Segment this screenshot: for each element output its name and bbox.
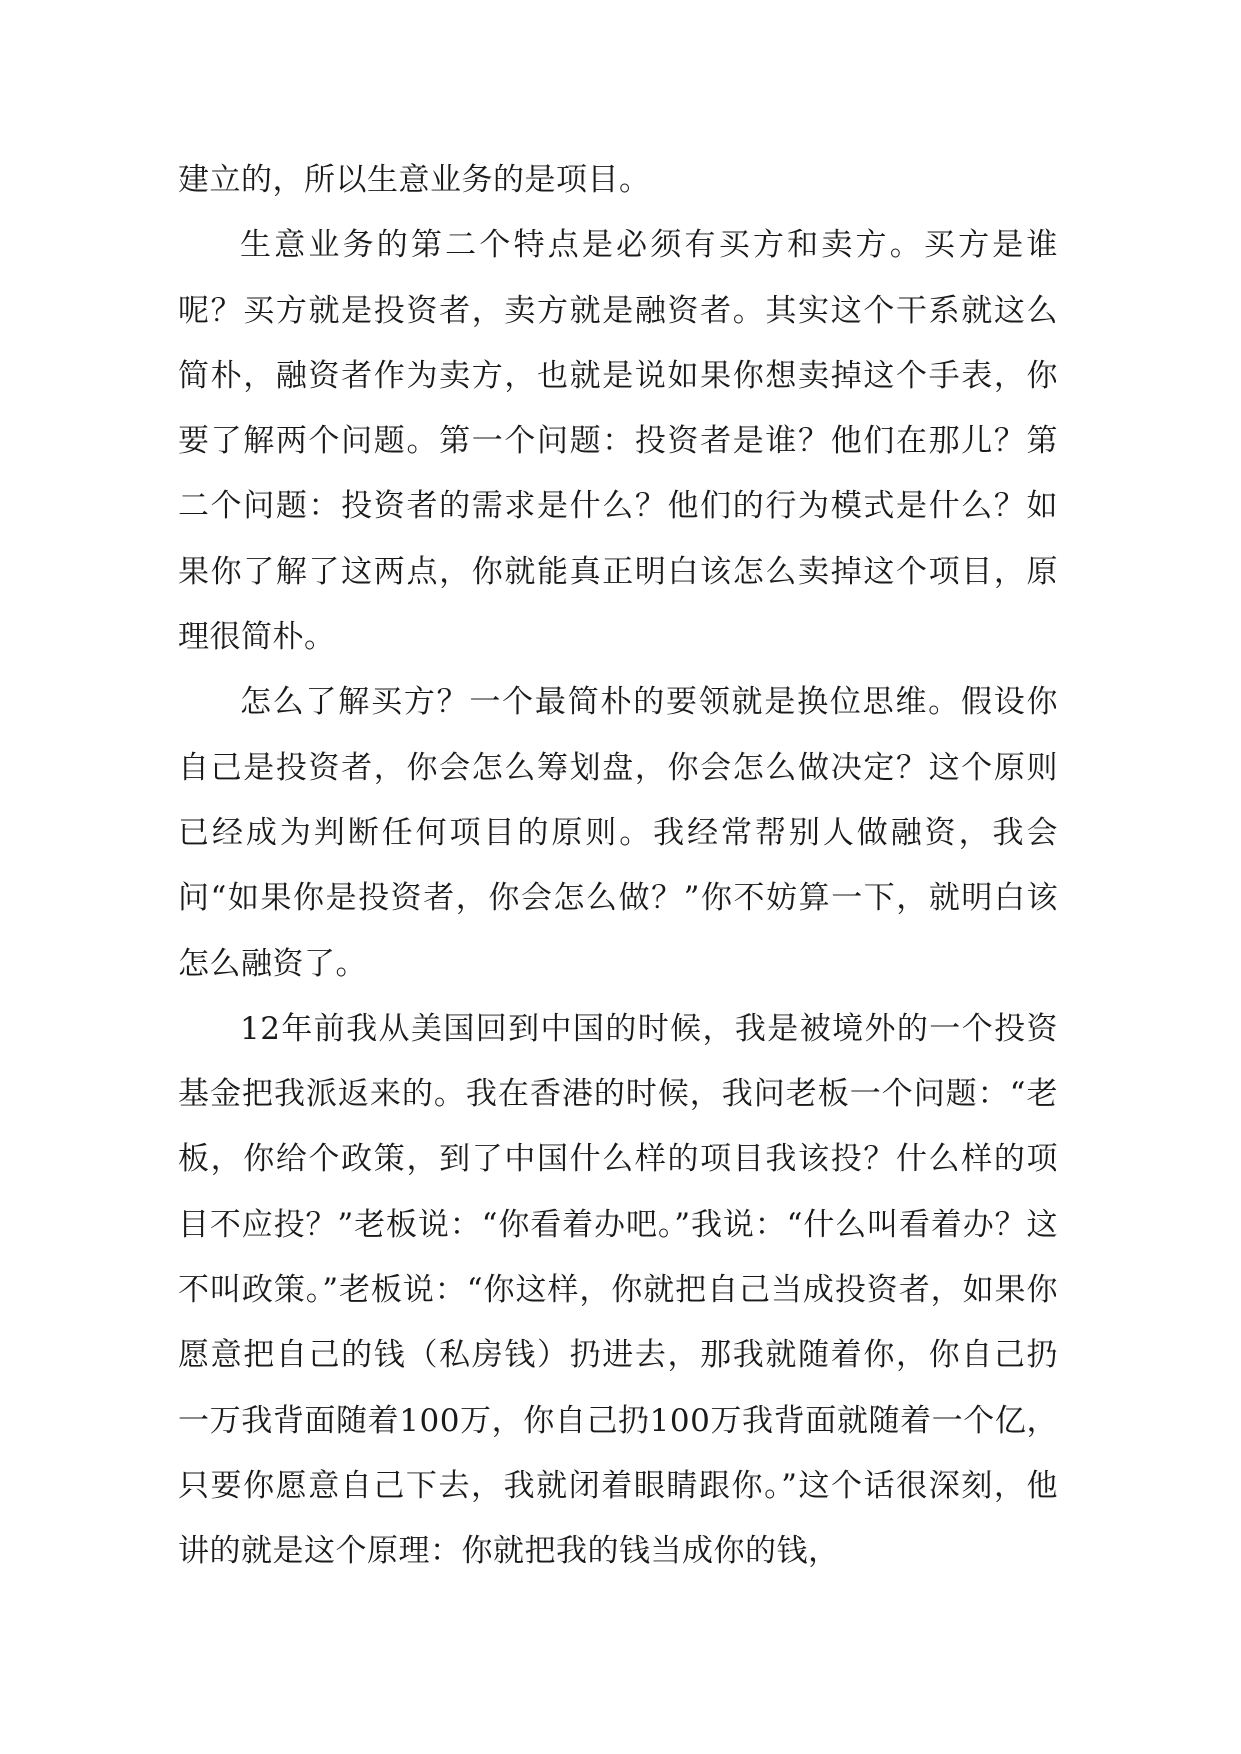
paragraph-1: 建立的，所以生意业务的是项目。 [178, 162, 651, 198]
paragraph-4: 12年前我从美国回到中国的时候，我是被境外的一个投资基金把我派返来的。我在香港的时候，我问老板一个问题：“老板，你给个政策，到了中国什么样的项目我该投？什么样的项目不应投？”老板说：“你看着办吧。”我说：“什么叫看着办？这不叫政策。”老板说：“你这样，你就把自己当成投资者，如果你愿意把自己的钱（私房钱）扔进去，那我就随着你，你自己扔一万我背面随着100万，你自己扔100万我背面就随着一个亿，只要你愿意自己下去，我就闭着眼睛跟你。”这个话很深刻，他讲的就是这个原理：你就把我的钱当成你的钱， [178, 1010, 1058, 1570]
document-body [178, 148, 1058, 1585]
paragraph-2: 生意业务的第二个特点是必须有买方和卖方。买方是谁呢？买方就是投资者，卖方就是融资者。其实这个干系就这么简朴，融资者作为卖方，也就是说如果你想卖掉这个手表，你要了解两个问题。第一个问题：投资者是谁？他们在那儿？第二个问题：投资者的需求是什么？他们的行为模式是什么？如果你了解了这两点，你就能真正明白该怎么卖掉这个项目，原理很简朴。 [178, 227, 1058, 656]
paragraph-3: 怎么了解买方？一个最简朴的要领就是换位思维。假设你自己是投资者，你会怎么筹划盘，你会怎么做决定？这个原则已经成为判断任何项目的原则。我经常帮别人做融资，我会问“如果你是投资者，你会怎么做？”你不妨算一下，就明白该怎么融资了。 [178, 684, 1058, 982]
